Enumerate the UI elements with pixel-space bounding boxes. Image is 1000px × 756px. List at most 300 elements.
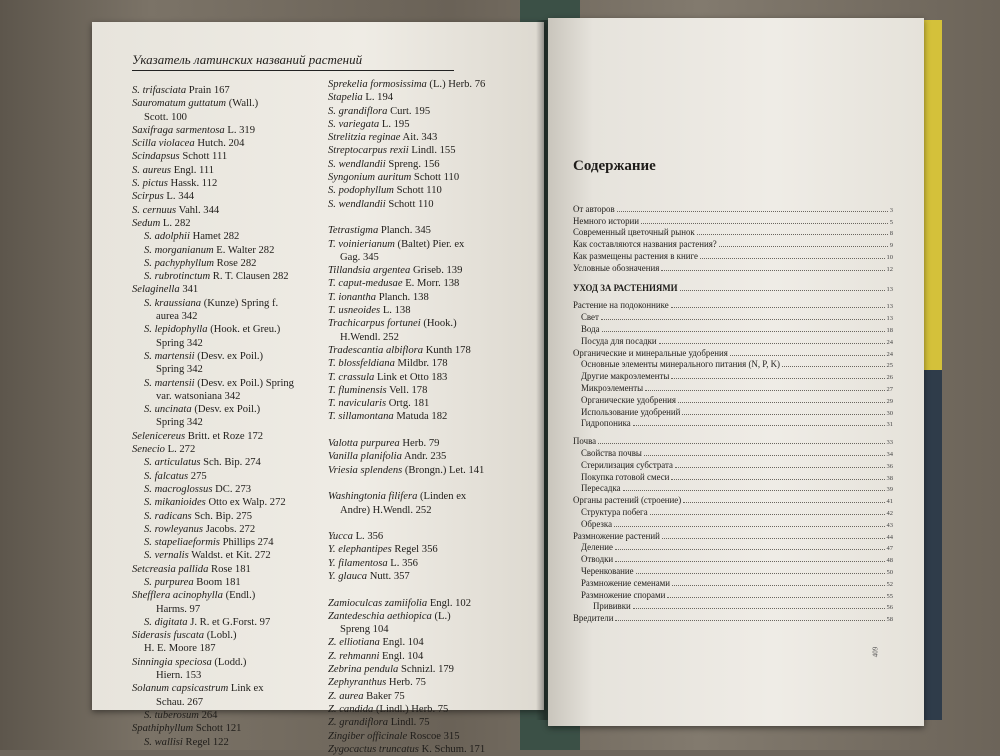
toc-page: 27 [886,385,893,393]
entry-name: S. trifasciata [132,85,187,96]
toc-row [573,369,893,381]
toc-label: Покупка готовой смеси [581,471,670,482]
entry-detail: H. E. Moore 187 [144,643,216,655]
toc-row [573,470,893,482]
entry-name: Trachicarpus fortunei [328,318,421,330]
toc-page: 29 [886,397,893,405]
index-entry [132,629,342,642]
index-entry [328,291,548,304]
toc-label: Как размещены растения в книге [573,250,698,261]
index-gap [328,583,548,596]
toc-label: Растение на подоконнике [573,300,669,311]
toc-label: Структура побега [581,506,648,517]
entry-detail: 275 [188,470,207,482]
index-entry [132,642,342,655]
index-entry [328,410,548,423]
index-entry [328,131,548,144]
toc-leader [782,366,884,367]
index-entry [328,384,548,397]
toc-label: Свойства почвы [581,447,642,458]
index-column-1 [132,84,342,749]
index-entry [328,264,548,277]
toc-label: Размножение спорами [581,589,666,600]
entry-detail: Phillips 274 [219,537,274,549]
toc-label: Вода [581,323,600,334]
toc-row [573,261,893,273]
index-entry [132,576,342,589]
toc-leader [697,234,888,235]
toc-leader [678,402,884,403]
index-entry [132,682,342,695]
toc-leader [633,608,885,609]
index-entry [328,504,548,517]
entry-name: Vriesia splendens [328,464,403,476]
entry-detail: Spring 342 [156,364,203,376]
entry-name: S. wendlandii [328,158,386,170]
toc-label: Деление [581,542,613,553]
entry-name: Zingiber officinale [328,730,408,742]
index-entry [328,730,548,743]
entry-name: S. morganianum [144,244,214,256]
toc-page: 58 [886,616,893,624]
toc-label: Стерилизация субстрата [581,459,673,470]
toc-row [573,249,893,261]
table-of-contents [573,202,893,623]
toc-label: Черенкование [581,565,634,576]
entry-detail: aurea 342 [156,311,198,323]
toc-row [573,202,893,214]
index-entry [132,244,342,257]
toc-row [573,611,893,623]
index-entry [328,317,548,330]
entry-name: Selaginella [132,284,180,296]
entry-name: Senecio [132,444,165,456]
entry-name: Sedum [132,217,161,229]
entry-name: T. fluminensis [328,384,387,396]
entry-detail: Schott 121 [193,723,242,735]
toc-leader [730,355,885,356]
entry-name: S. martensii [144,350,195,362]
toc-row [573,310,893,322]
entry-detail: (Endl.) [222,590,256,602]
entry-name: Vanilla planifolia [328,451,402,463]
entry-detail: Spreng 104 [340,624,389,636]
index-entry [132,589,342,602]
entry-name: T. ionantha [328,291,377,303]
entry-detail: L. 356 [352,531,384,543]
entry-name: Selenicereus [132,430,186,442]
toc-page: 36 [886,462,893,470]
toc-label: Отводки [581,554,614,565]
index-entry [132,696,342,709]
index-entry [328,570,548,583]
entry-detail: (Hook. et Greu.) [207,324,281,336]
entry-name: Z. candida [328,703,374,715]
index-entry [328,543,548,556]
entry-name: Y. glauca [328,570,368,582]
entry-detail: Schnizl. 179 [398,664,454,676]
index-entry [328,623,548,636]
entry-detail: J. R. et G.Forst. 97 [187,616,271,628]
index-entry [328,344,548,357]
entry-detail: Spreng. 156 [385,158,440,170]
toc-label: Органические и минеральные удобрения [573,347,728,358]
entry-detail: H.Wendl. 252 [340,331,399,343]
index-entry [132,257,342,270]
index-entry [132,510,342,523]
entry-name: Strelitzia reginae [328,132,401,144]
toc-row [573,482,893,494]
index-entry [328,78,548,91]
entry-name: Z. rehmanni [328,650,380,662]
entry-detail: (Lodd.) [211,656,247,668]
entry-detail: Link et Otto 183 [374,371,448,383]
entry-detail: Engl. 104 [379,637,424,649]
toc-leader [617,211,888,212]
entry-name: T. usneoides [328,305,381,317]
index-gap [328,211,548,224]
entry-detail: K. Schum. 171 [418,743,486,755]
index-entry [132,470,342,483]
index-entry [328,610,548,623]
entry-name: Saxifraga sarmentosa [132,124,225,136]
toc-leader [623,490,885,491]
index-entry [132,563,342,576]
toc-label: Посуда для посадки [581,335,657,346]
entry-name: S. rowleyanus [144,523,204,535]
toc-row [573,576,893,588]
entry-detail: L. 344 [163,191,195,203]
toc-page: 43 [886,521,893,529]
index-entry [328,105,548,118]
entry-name: S. kraussiana [144,297,202,309]
entry-detail: Engl. 104 [379,650,424,662]
entry-detail: Prain 167 [186,85,230,96]
toc-page: 44 [886,533,893,541]
toc-row [573,281,893,293]
toc-label: Почва [573,436,597,447]
toc-row [573,434,893,446]
index-entry [132,549,342,562]
entry-detail: Herb. 75 [386,677,426,689]
entry-detail: (Brongn.) Let. 141 [402,464,485,476]
entry-name: Zephyranthus [328,677,387,689]
left-page [92,22,544,755]
entry-name: Spathiphyllum [132,723,194,735]
entry-detail: (Desv. ex Poil.) [191,404,261,416]
index-entry [132,283,342,296]
toc-page: 10 [886,253,893,261]
toc-row [573,458,893,470]
index-entry [132,323,342,336]
entry-name: Tradescantia albiflora [328,344,424,356]
toc-label: Другие макроэлементы [581,371,670,382]
index-entry [132,111,342,124]
toc-page: 34 [886,450,893,458]
entry-name: S. uncinata [144,404,192,416]
index-entry [328,91,548,104]
index-entry [132,204,342,217]
index-entry [328,224,548,237]
toc-label: Как составляются названия растения? [573,239,717,250]
entry-name: S. martensii [144,377,195,389]
entry-name: T. sillamontana [328,411,394,423]
toc-page: 3 [889,206,893,214]
entry-name: Solanum capsicastrum [132,683,229,695]
entry-detail: Lindl. 75 [388,717,430,729]
entry-detail: Nutt. 357 [367,570,410,582]
entry-name: T. blossfeldiana [328,358,395,370]
toc-page: 26 [886,374,893,382]
toc-label: Органы растений (строение) [573,495,682,506]
index-entry [132,363,342,376]
toc-leader [644,455,885,456]
index-entry [328,690,548,703]
toc-row [573,299,893,311]
toc-page: 38 [886,474,893,482]
index-entry [132,523,342,536]
toc-leader [601,319,885,320]
toc-row [573,552,893,564]
toc-row [573,588,893,600]
index-entry [328,636,548,649]
index-entry [132,443,342,456]
entry-detail: Schott 110 [393,185,442,197]
entry-name: Yucca [328,531,353,543]
entry-detail: Ait. 343 [400,132,438,144]
toc-label: Пересадка [581,483,621,494]
entry-detail: Sch. Bip. 275 [191,510,253,522]
toc-row [573,417,893,429]
toc-row [573,237,893,249]
entry-name: Sauromatum guttatum [132,98,227,110]
toc-leader [700,258,885,259]
entry-detail: Kunth 178 [423,344,471,356]
toc-row [573,529,893,541]
index-entry [132,669,342,682]
entry-detail: Scott. 100 [144,111,187,123]
entry-detail: L. 282 [160,217,191,229]
entry-name: S. pachyphyllum [144,257,215,269]
entry-name: Syngonium auritum [328,172,412,184]
toc-leader [671,378,884,379]
entry-detail: Vahl. 344 [176,204,220,216]
index-entry [132,656,342,669]
index-entry [132,403,342,416]
entry-detail: Hassk. 112 [167,178,218,190]
index-entry [132,709,342,722]
entry-detail: (Desv. ex Poil.) Spring [194,377,294,389]
entry-name: S. rubrotinctum [144,271,211,283]
toc-leader [659,343,885,344]
toc-leader [645,390,884,391]
toc-leader [650,514,885,515]
index-entry [328,184,548,197]
entry-name: Zantedeschia aethiopica [328,610,432,622]
toc-page: 56 [886,604,893,612]
running-head-rule [132,70,454,71]
entry-name: S. stapeliaeformis [144,537,220,549]
running-head: Указатель латинских названий растений [132,52,363,67]
toc-label: Условные обозначения [573,262,660,273]
toc-leader [719,246,888,247]
toc-page: 33 [886,439,893,447]
toc-label: Свет [581,312,599,323]
toc-label: Основные элементы минерального питания (N, P, K) [581,359,781,370]
entry-detail: Jacobs. 272 [203,523,256,535]
entry-name: T. crassula [328,371,375,383]
entry-name: Siderasis fuscata [132,630,205,642]
index-entry [132,350,342,363]
entry-detail: Sch. Bip. 274 [200,457,261,469]
entry-detail: L. 272 [164,444,196,456]
entry-detail: L. 194 [362,92,394,104]
entry-name: Zamioculcas zamiifolia [328,597,428,609]
entry-detail: Matuda 182 [393,411,448,423]
toc-leader [661,270,884,271]
entry-detail: (L.) Herb. 76 [426,79,486,90]
toc-leader [671,479,884,480]
entry-name: Scilla violacea [132,138,195,150]
index-entry [132,150,342,163]
entry-detail: Otto ex Walp. 272 [205,497,286,509]
entry-detail: Griseb. 139 [410,265,463,277]
toc-leader [641,223,888,224]
index-entry [328,450,548,463]
entry-detail: E. Morr. 138 [402,278,460,290]
entry-name: S. podophyllum [328,185,394,197]
index-entry [132,736,342,749]
index-entry [328,158,548,171]
index-entry [132,164,342,177]
index-entry [132,377,342,390]
toc-page: 13 [886,285,893,293]
index-entry [328,703,548,716]
entry-detail: Vell. 178 [386,384,428,396]
index-gap [328,424,548,437]
index-entry [328,743,548,756]
toc-leader [615,561,884,562]
toc-leader [633,425,885,426]
toc-leader [675,467,885,468]
entry-name: Valotta purpurea [328,438,400,450]
toc-leader [602,331,885,332]
right-page [548,18,924,726]
entry-detail: 264 [198,709,218,721]
index-entry [132,616,342,629]
toc-page: 55 [886,592,893,600]
toc-row [573,226,893,238]
toc-row [573,446,893,458]
toc-row [573,564,893,576]
entry-detail: Schott 110 [411,172,460,184]
toc-page: 30 [886,409,893,417]
entry-detail: (Baltet) Pier. ex [394,238,465,250]
toc-row [573,393,893,405]
index-entry [328,371,548,384]
entry-name: Y. filamentosa [328,557,388,569]
toc-label: Гидропоника [581,418,631,429]
toc-label: Размножение семенами [581,577,671,588]
toc-label: Органические удобрения [581,394,677,405]
index-entry [328,304,548,317]
toc-label: Прививки [593,601,631,612]
toc-leader [615,549,885,550]
entry-name: Streptocarpus rexii [328,145,409,157]
index-entry [132,270,342,283]
toc-label: Размножение растений [573,530,660,541]
entry-detail: Schott 110 [385,198,434,210]
entry-name: S. articulatus [144,457,201,469]
entry-detail: Schau. 267 [156,696,204,708]
entry-detail: (L.) [431,610,451,622]
index-entry [132,177,342,190]
entry-detail: (Hook.) [420,318,457,330]
page-folio: 409 [871,646,880,658]
entry-detail: Waldst. et Kit. 272 [188,550,271,562]
entry-detail: Mildbr. 178 [394,358,448,370]
entry-name: S. falcatus [144,470,189,482]
entry-detail: Rose 181 [208,563,251,575]
toc-page: 42 [886,509,893,517]
entry-name: S. vernalis [144,550,189,562]
entry-name: S. purpurea [144,576,194,588]
entry-name: S. aureus [132,164,172,176]
toc-row [573,381,893,393]
entry-name: Scindapsus [132,151,180,163]
toc-page: 24 [886,338,893,346]
entry-name: S. variegata [328,118,380,130]
index-entry [132,310,342,323]
index-entry [132,390,342,403]
entry-detail: Link ex [228,683,264,695]
entry-name: S. lepidophylla [144,324,208,336]
index-entry [132,217,342,230]
toc-title: Содержание [573,158,656,174]
entry-detail: Curt. 195 [387,105,431,117]
entry-name: Washingtonia filifera [328,491,418,503]
toc-page: 9 [889,242,893,250]
index-gap [328,517,548,530]
toc-page: 25 [886,362,893,370]
toc-page: 13 [886,303,893,311]
entry-detail: Regel 356 [391,544,438,556]
entry-name: Z. grandiflora [328,717,389,729]
entry-detail: Britt. et Roze 172 [185,430,264,442]
entry-detail: DC. 273 [212,483,252,495]
toc-leader [672,585,884,586]
toc-label: От авторов [573,203,615,214]
index-entry [328,144,548,157]
entry-name: Tillandsia argentea [328,265,411,277]
index-entry [328,397,548,410]
toc-row [573,358,893,370]
index-entry [328,198,548,211]
toc-leader [682,414,884,415]
index-entry [328,171,548,184]
toc-label: Микроэлементы [581,382,644,393]
toc-leader [680,290,885,291]
toc-row [573,600,893,612]
entry-detail: var. watsoniana 342 [156,390,241,402]
toc-row [573,214,893,226]
toc-leader [671,307,885,308]
toc-row [573,334,893,346]
entry-detail: (Desv. ex Poil.) [194,350,264,362]
index-entry [132,603,342,616]
toc-row [573,493,893,505]
toc-page: 50 [886,568,893,576]
